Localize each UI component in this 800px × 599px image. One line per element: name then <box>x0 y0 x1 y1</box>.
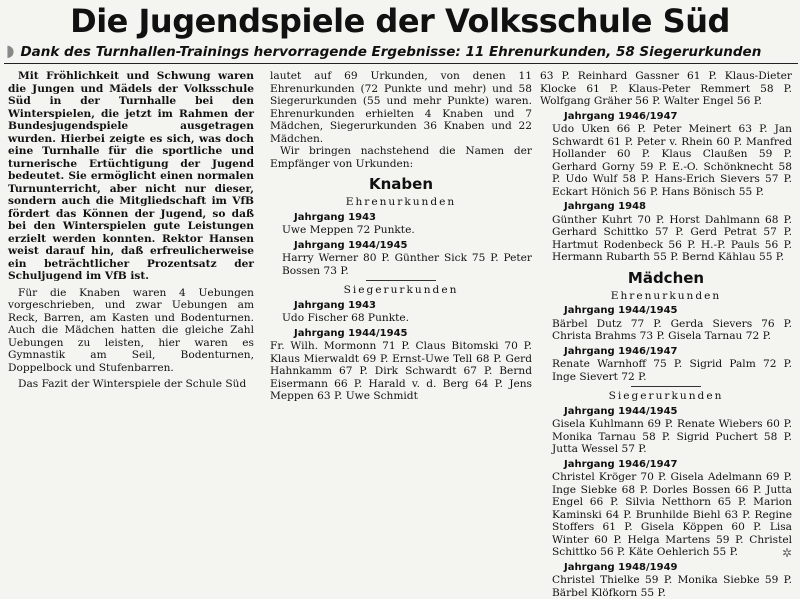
year-heading: Jahrgang 1943 <box>294 211 377 223</box>
year-heading: Jahrgang 1943 <box>294 299 377 311</box>
names-list: Christel Kröger 70 P. Gisela Adelmann 69 P. Inge Siebke 68 P. Dorles Bossen 66 P. Jutta Engel 66 P. Silvia Netthorn 65 P. Marion Kaminski 64 P. Brunhilde Biehl 63 P. Regine Stoffers 61 P. Gisela Köppen 60 P. Lisa Winter 60 P. Helga Martens 59 P. Christel Schittko 56 P. Käte Oehlerich 55 P. <box>552 471 792 558</box>
column-right <box>540 70 792 599</box>
year-heading: Jahrgang 1946/1947 <box>564 458 678 470</box>
divider <box>366 280 436 281</box>
year-heading: Jahrgang 1946/1947 <box>564 110 678 122</box>
year-heading: Jahrgang 1948/1949 <box>564 561 678 573</box>
year-heading: Jahrgang 1944/1945 <box>564 305 678 316</box>
subheadline <box>6 42 800 61</box>
year-heading: Jahrgang 1944/1945 <box>294 239 408 251</box>
column-intro <box>8 70 254 391</box>
lead-paragraph: Mit Fröhlichkeit und Schwung waren die Jungen und Mädels der Volksschule Süd in der Turnhalle bei den Winterspielen, die jetzt im Rahmen der Bundesjugendspiele ausgetragen wurden. Hierbei zeigte es sich, was doch eine Turnhalle für die sportliche und turnerische Ertüchtigung der Jugend bedeutet. Sie ermöglicht einen normalen Turnunterricht, aber nicht nur dieser, sondern auch die Mitgliedschaft im VfB fördert das Können der Jugend, so daß bei den Winterspielen gute Leistungen erzielt werden konnten. Rektor Hansen weist darauf hin, daß erfreulicherweise ein beträchtlicher Prozentsatz der Schuljugend im VfB ist. <box>8 70 254 282</box>
paragraph: Für die Knaben waren 4 Uebungen vorgeschrieben, und zwar Uebungen am Reck, Barren, am Kasten und Bodenturnen. Auch die Mädchen hatten die gleiche Zahl Uebungen zu leisten, hier waren es Gymnastik am Seil, Bodenturnen, Doppelbock und Stufenbarren. <box>8 286 254 374</box>
names-list: 63 P. Reinhard Gassner 61 P. Klaus-Dieter Klocke 61 P. Klaus-Peter Remmert 58 P. Wolfgang Gräher 56 P. Walter Engel 56 P. <box>540 70 792 107</box>
header-rule <box>4 63 798 64</box>
subheading-siegerurkunden: Siegerurkunden <box>343 284 459 296</box>
year-heading: Jahrgang 1944/1945 <box>564 405 678 417</box>
paragraph: Das Fazit der Winterspiele der Schule Süd <box>18 378 247 390</box>
subheadline-text: Dank des Turnhallen-Trainings hervorragende Ergebnisse: 11 Ehrenurkunden, 58 Siegerurkunden <box>20 44 762 60</box>
subheading-ehrenurkunden: Ehrenurkunden <box>610 289 722 302</box>
divider <box>631 386 701 387</box>
section-heading-maedchen: Mädchen <box>627 268 705 287</box>
paragraph: lautet auf 69 Urkunden, von denen 11 Ehrenurkunden (72 Punkte und mehr) und 58 Siegerurkunden (55 und mehr Punkte) waren. Ehrenurkunden erhielten 4 Knaben und 7 Mädchen, Siegerurkunden 36 Knaben und 22 Mädchen. <box>270 70 532 145</box>
year-heading: Jahrgang 1944/1945 <box>294 327 408 339</box>
names-list: Harry Werner 80 P. Günther Sick 75 P. Peter Bossen 73 P. <box>282 252 532 277</box>
paragraph: Wir bringen nachstehend die Namen der Empfänger von Urkunden: <box>270 145 532 170</box>
names-list: Günther Kuhrt 70 P. Horst Dahlmann 68 P. Gerhard Schittko 57 P. Gerd Petrat 57 P. Hartmut Rodenbeck 56 P. H.-P. Pauls 56 P. Hermann Rubarth 55 P. Bernd Kählau 55 P. <box>552 213 792 263</box>
clipping-mark-icon: ◗ <box>6 41 15 60</box>
names-list: Bärbel Dutz 77 P. Gerda Sievers 76 P. Christa Brahms 73 P. Gisela Tarnau 72 P. <box>552 317 792 342</box>
end-star-icon: ✲ <box>781 546 792 560</box>
year-heading: Jahrgang 1946/1947 <box>564 345 678 357</box>
names-list: Gisela Kuhlmann 69 P. Renate Wiebers 60 P. Monika Tarnau 58 P. Sigrid Puchert 58 P. Jutta Wessel 57 P. <box>552 418 792 455</box>
section-heading-knaben: Knaben <box>368 175 433 193</box>
names-list: Renate Warnhoff 75 P. Sigrid Palm 72 P. Inge Sievert 72 P. <box>552 358 792 383</box>
names-list: Christel Thielke 59 P. Monika Siebke 59 P. Bärbel Klöfkorn 55 P. <box>552 574 792 599</box>
year-heading: Jahrgang 1948 <box>564 201 647 212</box>
names-list: Udo Fischer 68 Punkte. <box>282 312 410 324</box>
names-list: Uwe Meppen 72 Punkte. <box>282 224 415 236</box>
subheading-ehrenurkunden: Ehrenurkunden <box>345 196 457 208</box>
names-list: Udo Uken 66 P. Peter Meinert 63 P. Jan Schwardt 61 P. Peter v. Rhein 60 P. Manfred Hollander 60 P. Klaus Claußen 59 P. Gerhard Gorny 59 P. E.-O. Schönknecht 58 P. Udo Wulf 58 P. Hans-Erich Sievers 57 P. Eckart Hönich 56 P. Hans Bönisch 55 P. <box>552 123 792 198</box>
column-middle <box>270 70 532 403</box>
subheading-siegerurkunden: Siegerurkunden <box>608 390 724 402</box>
names-list: Fr. Wilh. Mormonn 71 P. Claus Bitomski 70 P. Klaus Mierwaldt 69 P. Ernst-Uwe Tell 68 P. Gerd Hahnkamm 67 P. Dirk Schwardt 67 P. Bernd Eisermann 66 P. Harald v. d. Berg 64 P. Jens Meppen 63 P. Uwe Schmidt <box>270 340 532 402</box>
headline: Die Jugendspiele der Volksschule Süd <box>70 2 730 40</box>
